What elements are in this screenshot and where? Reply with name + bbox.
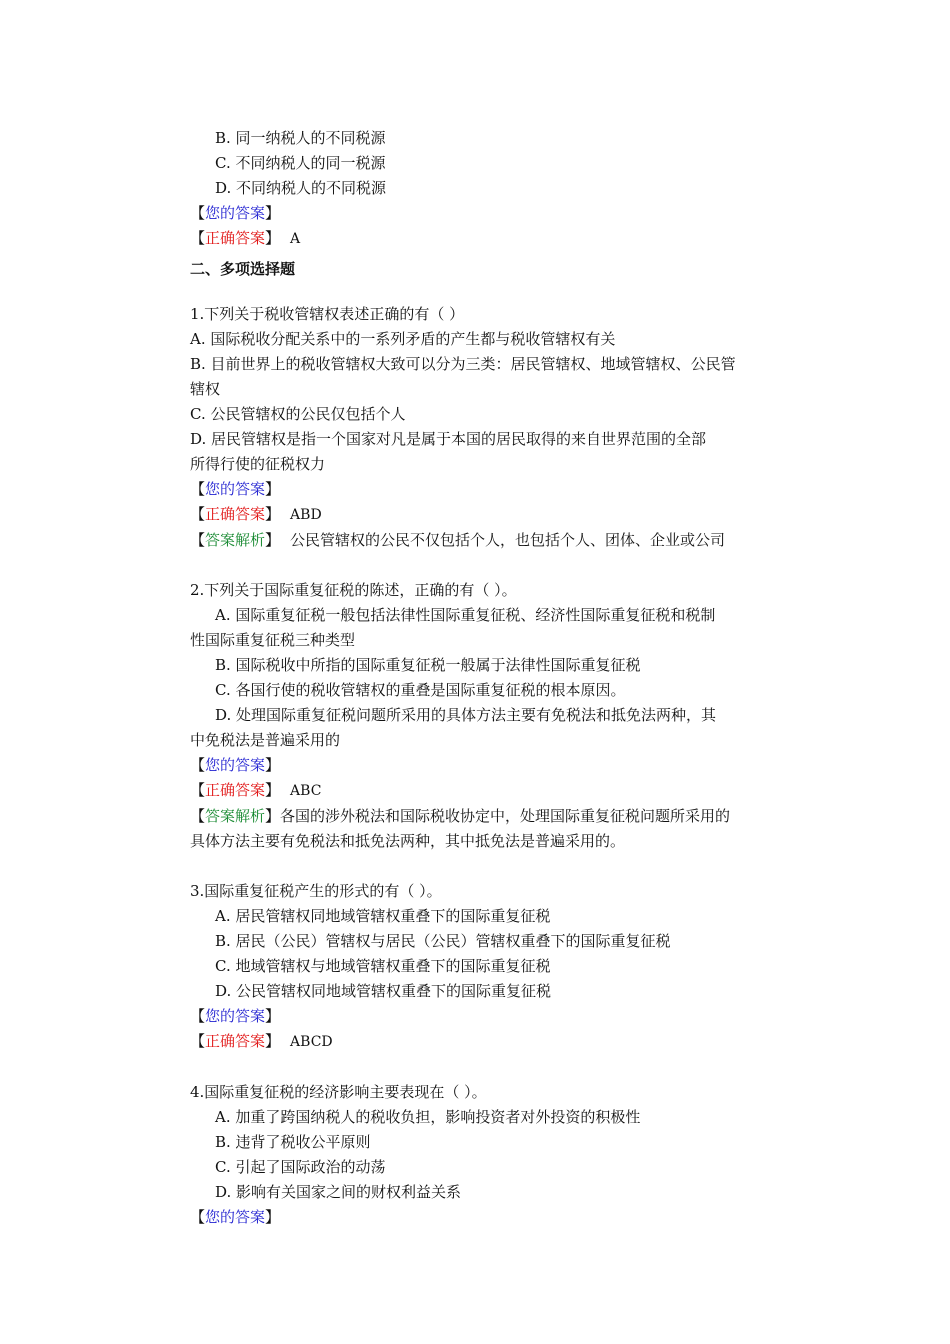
option-c: C. 引起了国际政治的动荡 <box>215 1158 386 1176</box>
option-d: D. 居民管辖权是指一个国家对凡是属于本国的居民取得的来自世界范围的全部 <box>190 430 707 448</box>
your-answer-label: 您的答案 <box>205 1208 266 1226</box>
bracket-close: 】 <box>265 531 281 549</box>
your-answer-row <box>190 1004 790 1029</box>
bracket-open: 【 <box>190 531 206 549</box>
section-title: 二、多项选择题 <box>190 260 296 278</box>
bracket-open: 【 <box>190 781 206 799</box>
correct-answer-label: 正确答案 <box>205 229 266 247</box>
correct-answer-label: 正确答案 <box>205 1032 266 1050</box>
your-answer-label: 您的答案 <box>205 204 266 222</box>
option-d-cont: 中免税法是普遍采用的 <box>190 731 341 749</box>
bracket-open: 【 <box>190 480 206 498</box>
correct-answer-row <box>190 1029 790 1055</box>
option-a-cont: 性国际重复征税三种类型 <box>190 631 356 649</box>
option-a: A. 国际重复征税一般包括法律性国际重复征税、经济性国际重复征税和税制 <box>215 606 716 624</box>
correct-answer-row <box>190 778 790 804</box>
question-stem: 4.国际重复征税的经济影响主要表现在（ ）。 <box>190 1083 487 1101</box>
analysis-row <box>190 804 790 829</box>
option-b: B. 国际税收中所指的国际重复征税一般属于法律性国际重复征税 <box>215 656 641 674</box>
correct-answer-label: 正确答案 <box>205 781 266 799</box>
your-answer-row <box>190 201 790 226</box>
bracket-open: 【 <box>190 204 206 222</box>
your-answer-label: 您的答案 <box>205 1007 266 1025</box>
question-stem: 1.下列关于税收管辖权表述正确的有（ ） <box>190 305 465 323</box>
your-answer-row <box>190 1205 790 1230</box>
option-b: B. 目前世界上的税收管辖权大致可以分为三类：居民管辖权、地域管辖权、公民管 <box>190 355 736 373</box>
bracket-open: 【 <box>190 756 206 774</box>
correct-answer-row <box>190 502 790 528</box>
bracket-close: 】 <box>265 1208 281 1226</box>
bracket-close: 】 <box>265 480 281 498</box>
option-a: A. 加重了跨国纳税人的税收负担，影响投资者对外投资的积极性 <box>215 1108 641 1126</box>
correct-answer-value: ABD <box>290 507 322 523</box>
bracket-open: 【 <box>190 1208 206 1226</box>
option-c: C. 不同纳税人的同一税源 <box>215 154 386 172</box>
option-d-cont: 所得行使的征税权力 <box>190 455 326 473</box>
bracket-close: 】 <box>265 756 281 774</box>
bracket-close: 】 <box>265 229 281 247</box>
option-d: D. 公民管辖权同地域管辖权重叠下的国际重复征税 <box>215 982 552 1000</box>
option-d: D. 处理国际重复征税问题所采用的具体方法主要有免税法和抵免法两种，其 <box>215 706 717 724</box>
option-b: B. 违背了税收公平原则 <box>215 1133 371 1151</box>
analysis-label: 答案解析 <box>205 531 266 549</box>
bracket-open: 【 <box>190 229 206 247</box>
your-answer-row <box>190 477 790 502</box>
your-answer-row <box>190 753 790 778</box>
option-d: D. 不同纳税人的不同税源 <box>215 179 387 197</box>
bracket-open: 【 <box>190 505 206 523</box>
correct-answer-value: ABCD <box>290 1034 333 1050</box>
correct-answer-label: 正确答案 <box>205 505 266 523</box>
option-b: B. 同一纳税人的不同税源 <box>215 129 386 147</box>
bracket-close: 】 <box>265 505 281 523</box>
bracket-open: 【 <box>190 807 206 825</box>
option-d: D. 影响有关国家之间的财权利益关系 <box>215 1183 462 1201</box>
option-c: C. 公民管辖权的公民仅包括个人 <box>190 405 406 423</box>
bracket-close: 】 <box>265 1007 281 1025</box>
correct-answer-row <box>190 226 790 252</box>
option-c: C. 地域管辖权与地域管辖权重叠下的国际重复征税 <box>215 957 551 975</box>
option-b: B. 居民（公民）管辖权与居民（公民）管辖权重叠下的国际重复征税 <box>215 932 671 950</box>
option-c: C. 各国行使的税收管辖权的重叠是国际重复征税的根本原因。 <box>215 681 626 699</box>
question-stem: 2.下列关于国际重复征税的陈述，正确的有（ ）。 <box>190 581 517 599</box>
document-content <box>190 126 790 1230</box>
bracket-close: 】 <box>265 807 281 825</box>
analysis-row <box>190 528 790 553</box>
bracket-open: 【 <box>190 1007 206 1025</box>
question-stem: 3.国际重复征税产生的形式的有（ ）。 <box>190 882 442 900</box>
bracket-open: 【 <box>190 1032 206 1050</box>
option-a: A. 居民管辖权同地域管辖权重叠下的国际重复征税 <box>215 907 551 925</box>
analysis-text-cont: 具体方法主要有免税法和抵免法两种，其中抵免法是普遍采用的。 <box>190 832 626 850</box>
correct-answer-value: ABC <box>290 783 322 799</box>
analysis-text: 各国的涉外税法和国际税收协定中，处理国际重复征税问题所采用的 <box>280 807 731 825</box>
bracket-close: 】 <box>265 204 281 222</box>
analysis-label: 答案解析 <box>205 807 266 825</box>
correct-answer-value: A <box>290 231 301 247</box>
your-answer-label: 您的答案 <box>205 756 266 774</box>
analysis-text: 公民管辖权的公民不仅包括个人，也包括个人、团体、企业或公司 <box>290 531 726 549</box>
option-b-cont: 辖权 <box>190 380 221 398</box>
bracket-close: 】 <box>265 1032 281 1050</box>
bracket-close: 】 <box>265 781 281 799</box>
option-a: A. 国际税收分配关系中的一系列矛盾的产生都与税收管辖权有关 <box>190 330 616 348</box>
your-answer-label: 您的答案 <box>205 480 266 498</box>
